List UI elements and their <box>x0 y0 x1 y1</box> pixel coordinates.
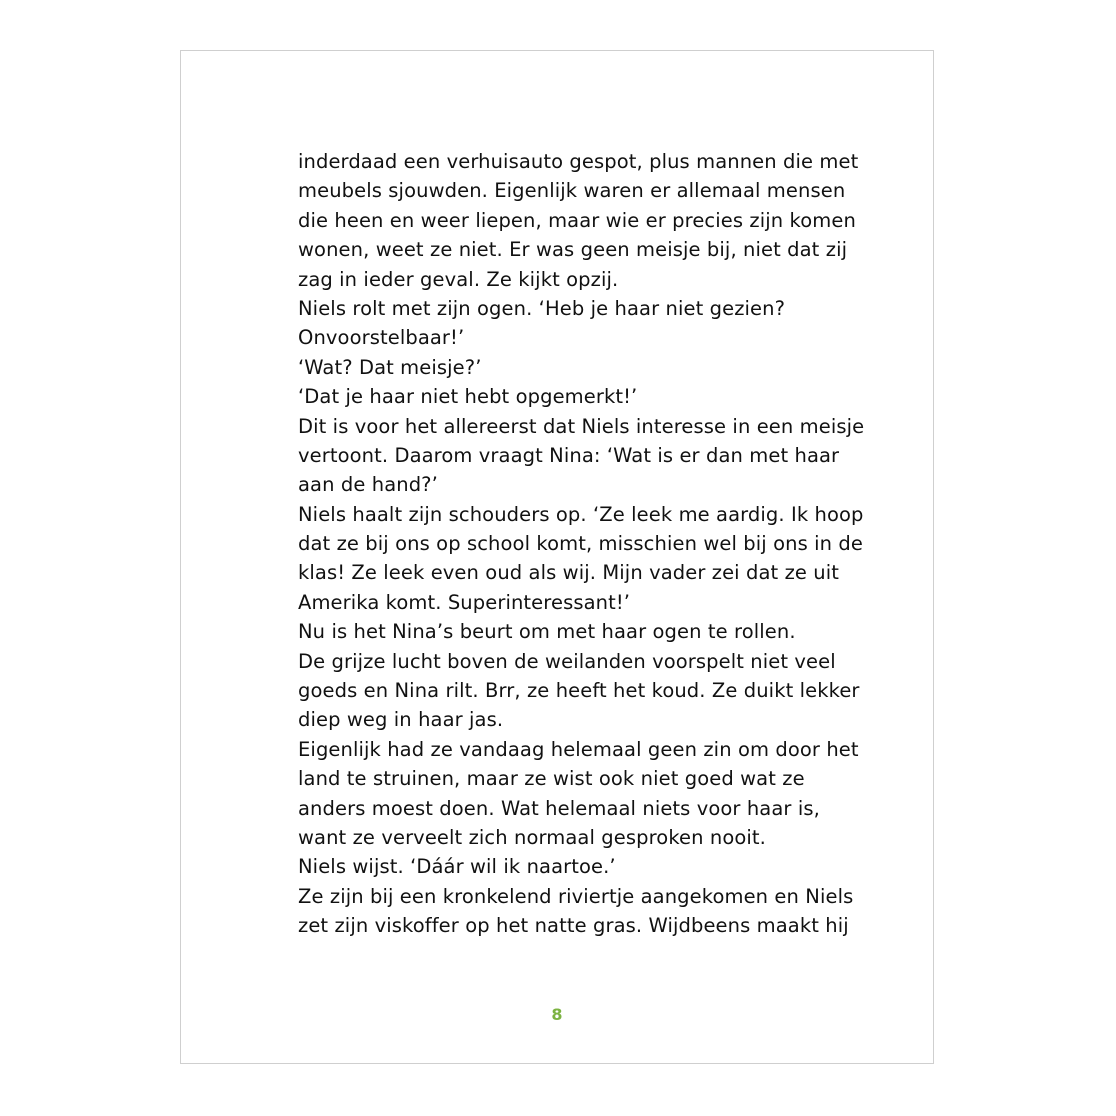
text-line: land te struinen, maar ze wist ook niet goed wat ze <box>298 767 805 791</box>
text-line: zag in ieder geval. Ze kijkt opzij. <box>298 267 619 291</box>
text-line: Dit is voor het allereerst dat Niels interesse in een meisje <box>298 414 865 438</box>
text-line: die heen en weer liepen, maar wie er precies zijn komen <box>298 208 856 232</box>
text-line: aan de hand?’ <box>298 473 438 497</box>
text-line: want ze verveelt zich normaal gesproken nooit. <box>298 825 766 849</box>
text-line: anders moest doen. Wat helemaal niets voor haar is, <box>298 796 820 820</box>
text-line: ‘Dat je haar niet hebt opgemerkt!’ <box>298 385 638 409</box>
text-line: goeds en Nina rilt. Brr, ze heeft het koud. Ze duikt lekker <box>298 679 860 703</box>
text-line: Nu is het Nina’s beurt om met haar ogen te rollen. <box>298 620 796 644</box>
text-line: Amerika komt. Superinteressant!’ <box>298 590 631 614</box>
body-text <box>298 147 865 941</box>
text-line: dat ze bij ons op school komt, misschien wel bij ons in de <box>298 532 864 556</box>
text-line: wonen, weet ze niet. Er was geen meisje bij, niet dat zij <box>298 238 848 262</box>
text-line: Eigenlijk had ze vandaag helemaal geen zin om door het <box>298 737 859 761</box>
page-number: 8 <box>551 1005 563 1024</box>
text-line: diep weg in haar jas. <box>298 708 504 732</box>
text-line: zet zijn viskoffer op het natte gras. Wijdbeens maakt hij <box>298 914 849 938</box>
text-line: inderdaad een verhuisauto gespot, plus mannen die met <box>298 150 859 173</box>
text-line: Niels haalt zijn schouders op. ‘Ze leek me aardig. Ik hoop <box>298 502 864 526</box>
text-line: De grijze lucht boven de weilanden voorspelt niet veel <box>298 649 836 673</box>
text-line: Niels rolt met zijn ogen. ‘Heb je haar niet gezien? <box>298 296 786 320</box>
text-line: Onvoorstelbaar!’ <box>298 326 465 350</box>
book-page <box>180 50 934 1064</box>
text-line: vertoont. Daarom vraagt Nina: ‘Wat is er dan met haar <box>298 443 840 467</box>
text-line: Niels wijst. ‘Dáár wil ik naartoe.’ <box>298 855 616 879</box>
text-line: ‘Wat? Dat meisje?’ <box>298 355 482 379</box>
text-line: klas! Ze leek even oud als wij. Mijn vader zei dat ze uit <box>298 561 840 585</box>
text-line: meubels sjouwden. Eigenlijk waren er allemaal mensen <box>298 179 846 203</box>
text-line: Ze zijn bij een kronkelend riviertje aangekomen en Niels <box>298 884 854 908</box>
